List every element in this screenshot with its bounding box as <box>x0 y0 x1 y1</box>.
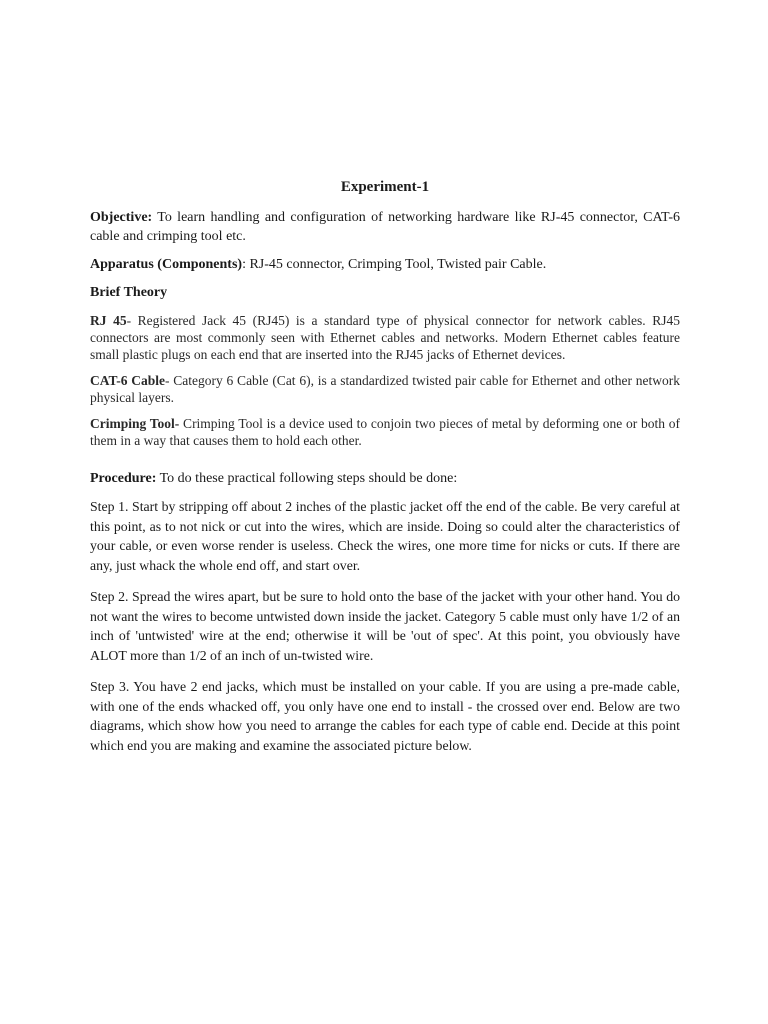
apparatus-text: : RJ-45 connector, Crimping Tool, Twisted pair Cable. <box>242 257 547 272</box>
objective-text: To learn handling and configuration of networking hardware like RJ-45 connector, CAT-6 cable and crimping tool etc. <box>90 210 680 244</box>
rj45-label: RJ 45 <box>90 313 127 328</box>
step-2: Step 2. Spread the wires apart, but be sure to hold onto the base of the jacket with your other hand. You do not want the wires to become untwisted down inside the jacket. Category 5 cable must only have 1/2 of an inch of 'untwisted' wire at the end; otherwise it will be 'out of spec'. At this point, you obviously have ALOT more than 1/2 of an inch of un-twisted wire. <box>90 589 680 663</box>
apparatus-paragraph <box>90 255 680 274</box>
cat6-text: - Category 6 Cable (Cat 6), is a standardized twisted pair cable for Ethernet and other network physical layers. <box>90 373 680 405</box>
cat6-label: CAT-6 Cable <box>90 373 166 388</box>
procedure-label: Procedure: <box>90 471 157 486</box>
document-page <box>90 178 680 767</box>
objective-paragraph <box>90 208 680 246</box>
apparatus-label: Apparatus (Components) <box>90 257 243 272</box>
crimping-text: Crimping Tool is a device used to conjoin two pieces of metal by deforming one or both of them in a way that causes them to hold each other. <box>90 416 680 448</box>
step-3: Step 3. You have 2 end jacks, which must be installed on your cable. If you are using a pre-made cable, with one of the ends whacked off, you only have one end to install - the crossed over end. Below are two diagrams, which show how you need to arrange the cables for each type of cable end. Decide at this point which end you are making and examine the associated picture below. <box>90 679 680 753</box>
page-title: Experiment-1 <box>340 179 430 195</box>
crimping-label: Crimping Tool- <box>90 416 180 431</box>
rj45-paragraph <box>90 312 680 363</box>
procedure-paragraph <box>90 469 680 488</box>
brief-theory-heading: Brief Theory <box>90 285 168 300</box>
crimping-paragraph <box>90 415 680 449</box>
rj45-text: - Registered Jack 45 (RJ45) is a standard type of physical connector for network cables. RJ45 connectors are most commonly seen with Ethernet cables and networks. Modern Ethernet cables feature small plastic plugs on each end that are inserted into the RJ45 jacks of Ethernet devices. <box>90 313 680 362</box>
objective-label: Objective: <box>90 210 153 225</box>
step-1: Step 1. Start by stripping off about 2 inches of the plastic jacket off the end of the cable. Be very careful at this point, as to not nick or cut into the wires, which are inside. Doing so could alter the characteristics of your cable, or even worse render is useless. Check the wires, one more time for nicks or cuts. If there are any, just whack the whole end off, and start over. <box>90 499 680 573</box>
procedure-text: To do these practical following steps should be done: <box>156 471 458 486</box>
cat6-paragraph <box>90 372 680 406</box>
